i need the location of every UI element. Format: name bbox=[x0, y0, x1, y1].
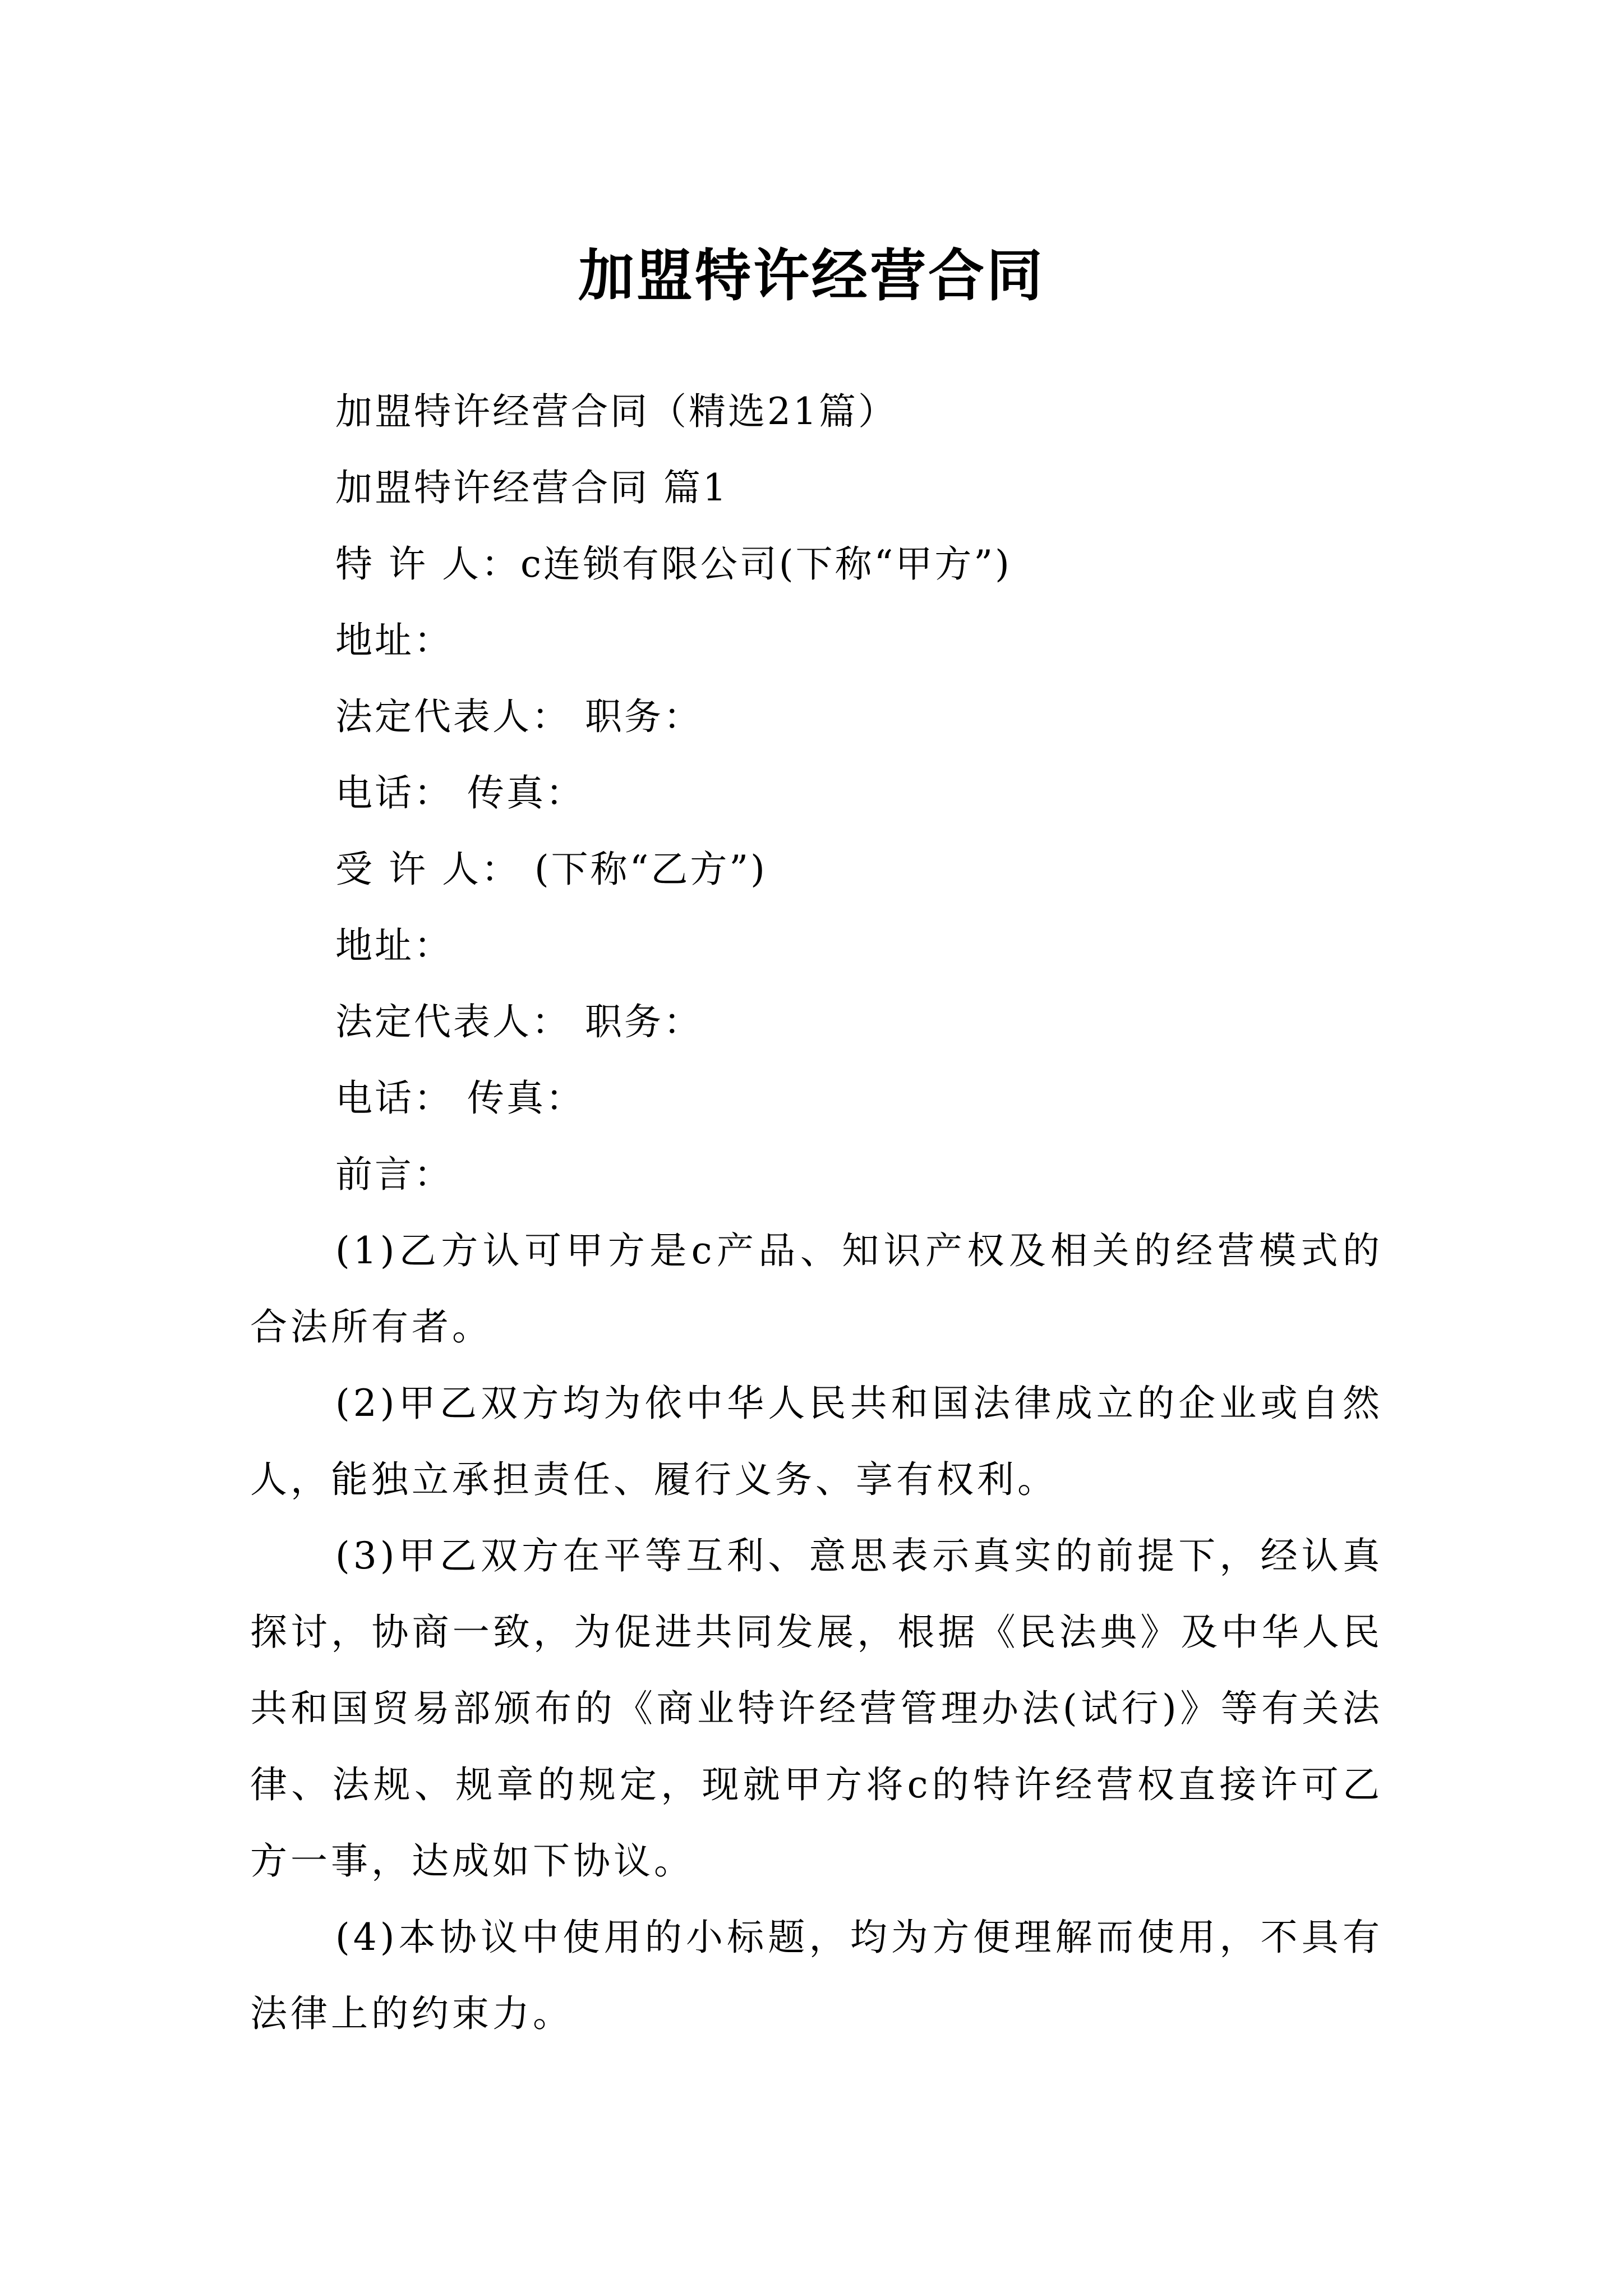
franchisor-phone-line: 电话： 传真： bbox=[335, 771, 585, 815]
franchisee-phone-line: 电话： 传真： bbox=[335, 1076, 585, 1120]
section-heading: 加盟特许经营合同 篇1 bbox=[335, 466, 728, 509]
preface-paragraph-4: (4)本协议中使用的小标题，均为方便理解而使用，不具有法律上的约束力。 bbox=[250, 1916, 1383, 2035]
franchisor-representative-line: 法定代表人： 职务： bbox=[335, 695, 703, 738]
document-title: 加盟特许经营合同 bbox=[578, 243, 1045, 309]
preface-paragraph-3: (3)甲乙双方在平等互利、意思表示真实的前提下，经认真探讨，协商一致，为促进共同发展，根据《民法典》及中华人民共和国贸易部颁布的《商业特许经营管理办法(试行)》等有关法律、法规、规章的规定，现就甲方将c的特许经营权直接许可乙方一事，达成如下协议。 bbox=[250, 1534, 1383, 1883]
document-body bbox=[250, 374, 1383, 2052]
franchisee-address-line: 地址： bbox=[335, 924, 453, 967]
preface-heading: 前言： bbox=[335, 1153, 453, 1196]
franchisor-line: 特 许 人：c连锁有限公司(下称“甲方”) bbox=[335, 542, 1012, 586]
subtitle-line: 加盟特许经营合同（精选21篇） bbox=[335, 390, 897, 433]
preface-paragraph-2: (2)甲乙双方均为依中华人民共和国法律成立的企业或自然人，能独立承担责任、履行义务、享有权利。 bbox=[250, 1382, 1383, 1501]
franchisee-line: 受 许 人： (下称“乙方”) bbox=[335, 848, 767, 891]
franchisor-address-line: 地址： bbox=[335, 619, 453, 662]
preface-paragraph-1: (1)乙方认可甲方是c产品、知识产权及相关的经营模式的合法所有者。 bbox=[250, 1229, 1383, 1349]
franchisee-representative-line: 法定代表人： 职务： bbox=[335, 1000, 703, 1043]
